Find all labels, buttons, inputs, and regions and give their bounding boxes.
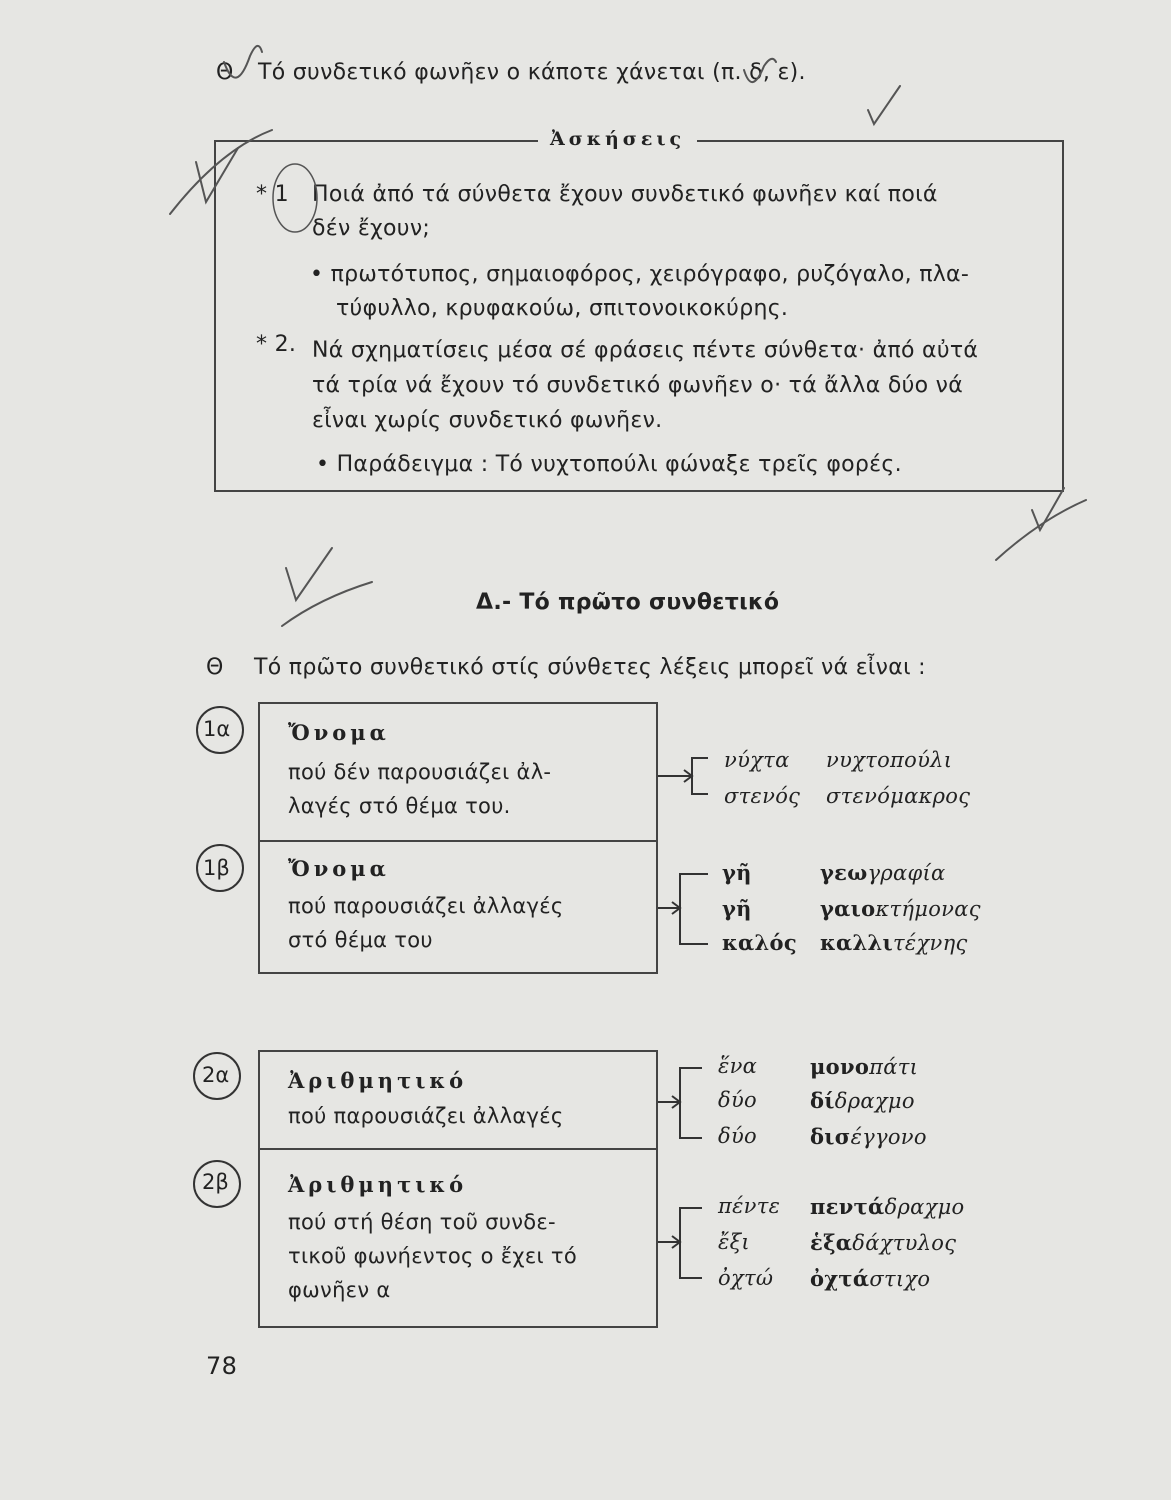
- q1-marker: * 1: [256, 182, 289, 207]
- pen-check-5: [868, 86, 900, 124]
- bracket-1a: [658, 758, 708, 794]
- section-intro: Τό πρῶτο συνθετικό στίς σύνθετες λέξεις μπορεῖ νά εἶναι :: [254, 655, 926, 680]
- pair-2b-1-stem: πεντά: [810, 1194, 885, 1219]
- pair-2a-2-stem: δί: [810, 1088, 835, 1113]
- label-1b: 1β: [203, 856, 230, 880]
- pair-2b-2-rest: δάχτυλος: [852, 1231, 957, 1255]
- pair-1b-3-stem: καλλι: [820, 930, 894, 955]
- pair-1b-2-stem: γαιο: [820, 896, 876, 921]
- text-2b-line2: τικοῦ φωνήεντος ο ἔχει τό: [288, 1244, 577, 1268]
- text-1a-line1: πού δέν παρουσιάζει ἀλ-: [288, 760, 552, 784]
- pen-check-8: [1032, 488, 1064, 530]
- text-2b-line3: φωνῆεν α: [288, 1278, 391, 1302]
- pair-2b-3-a: ὀχτώ: [718, 1266, 774, 1290]
- title-1a: Ὄνομα: [288, 720, 390, 745]
- pen-check-6: [286, 548, 332, 600]
- pen-check-4: [744, 59, 776, 82]
- q1-text-line1: Ποιά ἀπό τά σύνθετα ἔχουν συνδετικό φωνῆεν καί ποιά: [312, 182, 938, 207]
- q2-line3: εἶναι χωρίς συνδετικό φωνῆεν.: [312, 408, 663, 433]
- bracket-1b: [658, 874, 708, 944]
- label-2b: 2β: [202, 1170, 229, 1194]
- title-2a: Ἀριθμητικό: [288, 1068, 468, 1093]
- text-2a-line1: πού παρουσιάζει ἀλλαγές: [288, 1104, 564, 1128]
- pair-2b-2-a: ἔξι: [718, 1230, 750, 1254]
- pair-1b-1-rest: γραφία: [867, 861, 946, 885]
- pair-1b-2-a: γῆ: [722, 896, 752, 921]
- q1-text-line2: δέν ἔχουν;: [312, 216, 431, 241]
- pair-2a-1-stem: μονο: [810, 1054, 870, 1079]
- pen-circle-q1: [273, 164, 317, 232]
- pair-2a-1-rest: πάτι: [869, 1055, 919, 1079]
- title-2b: Ἀριθμητικό: [288, 1172, 468, 1197]
- pair-2b-3-stem: ὀχτά: [810, 1266, 870, 1291]
- bracket-2b: [658, 1208, 702, 1278]
- text-1b-line2: στό θέμα του: [288, 928, 433, 952]
- q1-words-line1: • πρωτότυπος, σημαιοφόρος, χειρόγραφο, ρυζόγαλο, πλα-: [310, 262, 970, 287]
- pen-check-1: [196, 148, 238, 202]
- pair-2a-2-a: δύο: [718, 1088, 757, 1112]
- pair-2a-3-a: δύο: [718, 1124, 757, 1148]
- pen-check-2: [170, 130, 272, 214]
- pen-check-7: [282, 582, 372, 626]
- pair-1a-1-a: νύχτα: [724, 748, 790, 772]
- q1-words-line2: τύφυλλο, κρυφακούω, σπιτονοικοκύρης.: [336, 296, 789, 321]
- q2-line2: τά τρία νά ἔχουν τό συνδετικό φωνῆεν ο· τά ἄλλα δύο νά: [312, 373, 964, 398]
- note-line: Τό συνδετικό φωνῆεν ο κάποτε χάνεται (π. δ, ε).: [258, 60, 806, 85]
- pair-2b-3-rest: στιχο: [869, 1267, 931, 1291]
- pair-1a-1-b: νυχτοπούλι: [826, 748, 953, 772]
- exercises-title: Ἀσκήσεις: [538, 128, 697, 150]
- pair-2b-1-rest: δραχμο: [884, 1195, 965, 1219]
- pair-2b-1-a: πέντε: [718, 1194, 781, 1218]
- pen-check-3: [224, 46, 262, 78]
- text-2b-line1: πού στή θέση τοῦ συνδε-: [288, 1210, 556, 1234]
- theta-symbol: Θ: [216, 60, 234, 85]
- pair-1a-2-a: στενός: [724, 784, 801, 808]
- text-1a-line2: λαγές στό θέμα του.: [288, 794, 511, 818]
- q2-example: • Παράδειγμα : Τό νυχτοπούλι φώναξε τρεῖς φορές.: [316, 452, 902, 477]
- title-1b: Ὄνομα: [288, 856, 390, 881]
- pair-1b-1-stem: γεω: [820, 860, 868, 885]
- intro-theta: Θ: [206, 655, 224, 680]
- pair-2a-3-rest: έγγονο: [850, 1125, 927, 1149]
- pair-1a-2-b: στενόμακρος: [826, 784, 971, 808]
- pair-2a-1-a: ἕνα: [718, 1054, 758, 1078]
- text-1b-line1: πού παρουσιάζει ἀλλαγές: [288, 894, 564, 918]
- q2-marker: * 2.: [256, 332, 297, 357]
- bracket-2a: [658, 1068, 702, 1138]
- q2-line1: Νά σχηματίσεις μέσα σέ φράσεις πέντε σύνθετα· ἀπό αὐτά: [312, 338, 979, 363]
- pair-2b-2-stem: ἑξα: [810, 1230, 853, 1255]
- label-1a: 1α: [203, 717, 231, 741]
- section-heading: Δ.- Τό πρῶτο συνθετικό: [476, 590, 780, 615]
- pair-1b-2-rest: κτήμονας: [875, 897, 981, 921]
- page-number: 78: [206, 1352, 238, 1380]
- pair-2a-3-stem: δισ: [810, 1124, 851, 1149]
- pair-2a-2-rest: δραχμο: [834, 1089, 915, 1113]
- pair-1b-1-a: γῆ: [722, 860, 752, 885]
- pair-1b-3-a: καλός: [722, 930, 797, 955]
- pair-1b-3-rest: τέχνης: [893, 931, 968, 955]
- label-2a: 2α: [202, 1063, 230, 1087]
